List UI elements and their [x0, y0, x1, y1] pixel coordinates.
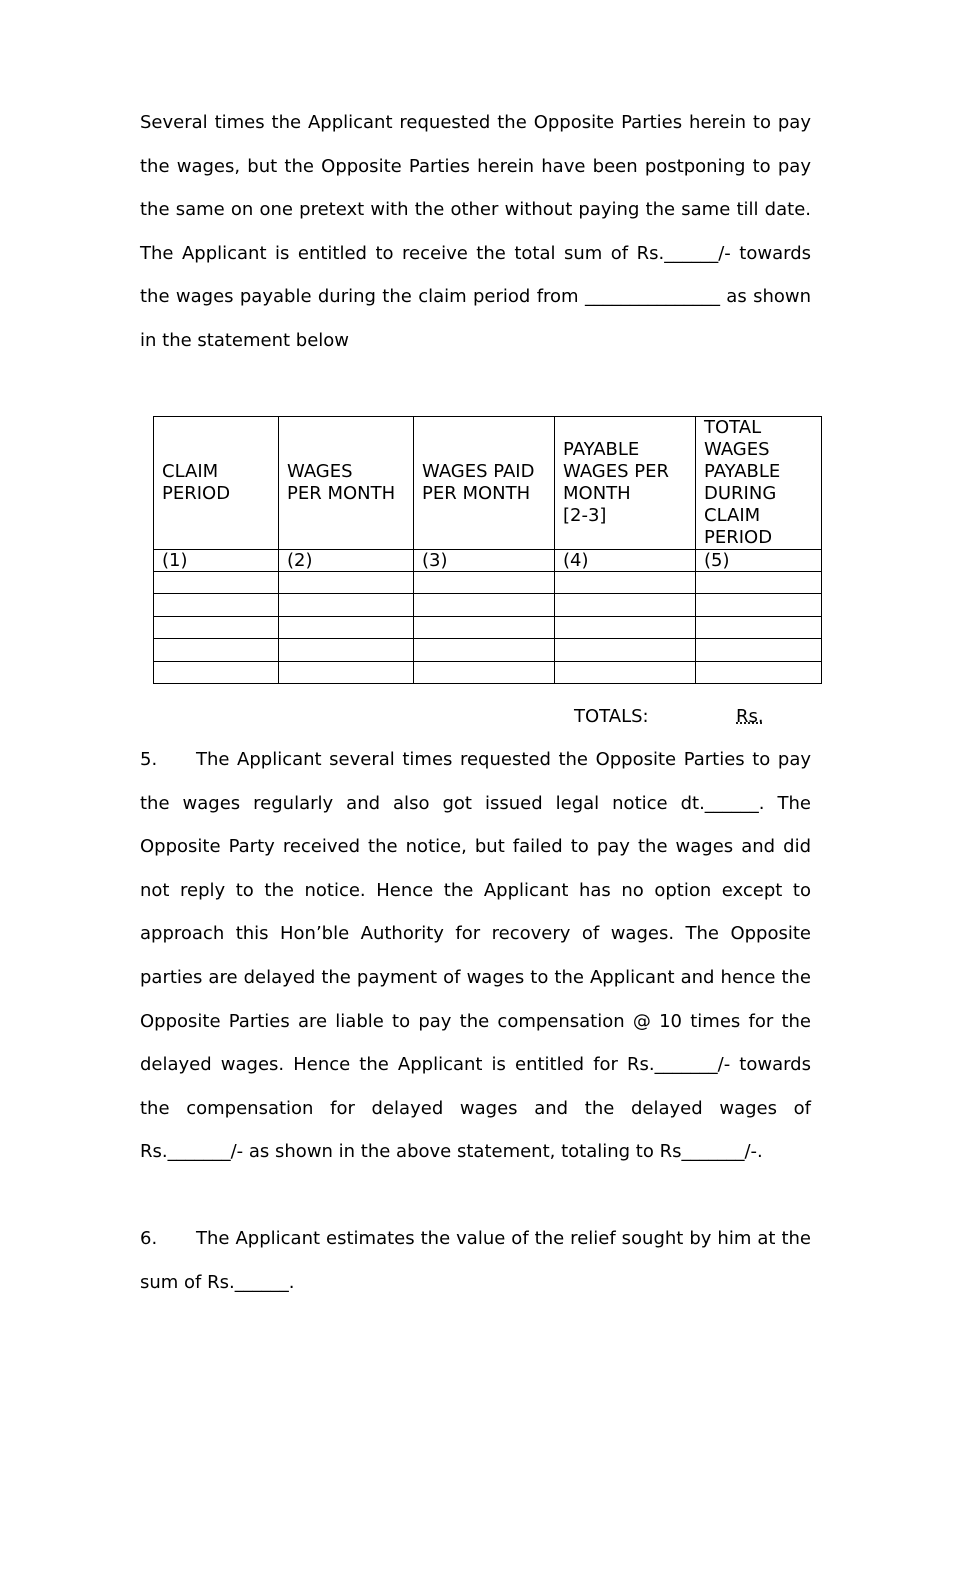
header-claim-period: CLAIM PERIOD	[154, 417, 279, 550]
table-cell	[279, 572, 414, 594]
paragraph-6-text: The Applicant estimates the value of the relief sought by him at the sum of Rs.______.	[140, 1228, 811, 1293]
table-cell	[555, 616, 696, 638]
table-cell	[414, 639, 555, 661]
intro-paragraph: Several times the Applicant requested the Opposite Parties herein to pay the wages, but the Opposite Parties herein have been postponing to pay the same on one pretext with the other without paying the same till date. The Applicant is entitled to receive the total sum of Rs.______/- towards the wages payable during the claim period from _______________ as shown in the statement below	[140, 112, 811, 351]
table-row	[154, 661, 822, 683]
header-total-wages-payable: TOTAL WAGES PAYABLE DURING CLAIM PERIOD	[696, 417, 822, 550]
paragraph-6-number: 6.	[140, 1228, 158, 1249]
index-cell: (3)	[414, 550, 555, 572]
index-cell: (2)	[279, 550, 414, 572]
table-cell	[414, 572, 555, 594]
table-cell	[696, 639, 822, 661]
totals-label: TOTALS:	[574, 706, 649, 727]
table-cell	[555, 661, 696, 683]
table-cell	[555, 594, 696, 616]
table-cell	[414, 661, 555, 683]
table-row	[154, 639, 822, 661]
index-cell: (5)	[696, 550, 822, 572]
table-cell	[279, 594, 414, 616]
table-cell	[279, 616, 414, 638]
table-cell	[696, 661, 822, 683]
table-header-row	[154, 417, 822, 550]
paragraph-5-number: 5.	[140, 749, 158, 770]
table-row	[154, 616, 822, 638]
index-cell: (1)	[154, 550, 279, 572]
header-payable-wages-per-month: PAYABLE WAGES PER MONTH [2-3]	[555, 417, 696, 550]
table-cell	[414, 594, 555, 616]
table-cell	[279, 639, 414, 661]
table-index-row	[154, 550, 822, 572]
paragraph-6	[140, 1217, 811, 1304]
paragraph-5	[140, 738, 811, 1174]
table-cell	[154, 661, 279, 683]
header-wages-per-month: WAGES PER MONTH	[279, 417, 414, 550]
table-row	[154, 572, 822, 594]
wages-statement-table	[153, 416, 822, 684]
table-cell	[555, 639, 696, 661]
table-cell	[696, 616, 822, 638]
table-row	[154, 594, 822, 616]
table-cell	[414, 616, 555, 638]
table-cell	[555, 572, 696, 594]
table-cell	[279, 661, 414, 683]
table-cell	[696, 572, 822, 594]
header-wages-paid-per-month: WAGES PAID PER MONTH	[414, 417, 555, 550]
totals-value: Rs.	[736, 706, 764, 727]
paragraph-5-text: The Applicant several times requested the Opposite Parties to pay the wages regularly and also got issued legal notice dt.______. The Opposite Party received the notice, but failed to pay the wages and did not reply to the notice. Hence the Applicant has no option except to approach this Hon’ble Authority for recovery of wages. The Opposite parties are delayed the payment of wages to the Applicant and hence the Opposite Parties are liable to pay the compensation @ 10 times for the delayed wages. Hence the Applicant is entitled for Rs._______/- towards the compensation for delayed wages and the delayed wages of Rs._______/- as shown in the above statement, totaling to Rs_______/-.	[140, 749, 811, 1163]
index-cell: (4)	[555, 550, 696, 572]
table-cell	[154, 616, 279, 638]
table-cell	[154, 639, 279, 661]
table-cell	[696, 594, 822, 616]
table-cell	[154, 594, 279, 616]
table-cell	[154, 572, 279, 594]
